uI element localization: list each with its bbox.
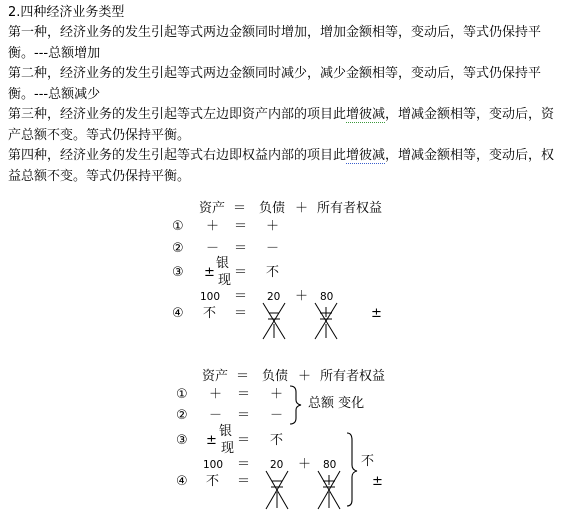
row-liab-sign: ＋ (266, 219, 280, 234)
amount-assets: 100 (200, 291, 221, 303)
row-right-sign: ± (372, 474, 383, 489)
row-assets-sign: ＋ (209, 387, 223, 402)
row-equals: ＝ (234, 219, 248, 234)
row-equals: ＝ (237, 474, 251, 489)
amount-equals: ＝ (237, 457, 251, 472)
amount-liabilities: 20 (270, 459, 284, 471)
cash-label: 现 (221, 441, 235, 456)
cash-label: 现 (218, 273, 232, 288)
bank-label: 银 (219, 424, 233, 439)
row-assets-sign: 不 (206, 474, 220, 489)
paragraph-text: 第一种，经济业务的发生引起等式两边金额同时增加，增加金额相等，变动后，等式仍保持平衡。---总额增加 (8, 25, 542, 61)
row-number: ① (176, 387, 188, 402)
row-assets-sign: － (209, 408, 223, 423)
paragraph-text: ，增减金额相等，变动后，权益总额不变。等式仍保持平衡。 (8, 148, 555, 184)
header-liabilities: 负债 (262, 369, 289, 384)
row-number: ④ (176, 474, 188, 489)
heading: 2.四种经济业务类型 (8, 5, 125, 20)
row-number: ② (176, 408, 188, 423)
row-assets-sign: ± (206, 433, 217, 448)
row-liab-sign: － (270, 408, 284, 423)
row-equals: ＝ (234, 306, 248, 321)
row-equals: ＝ (237, 387, 251, 402)
underlined-term: 增彼减 (346, 148, 386, 163)
amount-liabilities: 20 (267, 291, 281, 303)
row-equals: ＝ (237, 408, 251, 423)
amount-equity: 80 (320, 291, 334, 303)
row-number: ③ (176, 433, 188, 448)
underlined-term: 增彼减 (346, 107, 386, 122)
amount-equals: ＝ (234, 289, 248, 304)
brace-label-unchanged: 不 (361, 454, 375, 469)
amount-assets: 100 (203, 459, 224, 471)
row-assets-sign: ± (204, 265, 215, 280)
header-liabilities: 负债 (259, 201, 286, 216)
right-brace-rows-1-2 (290, 386, 301, 424)
row-assets-sign: － (206, 241, 220, 256)
row-equals: ＝ (237, 433, 251, 448)
row-number: ② (172, 241, 184, 256)
header-assets: 资产 (199, 201, 226, 216)
row-liab-sign: － (266, 241, 280, 256)
row-right-sign: ± (371, 306, 382, 321)
header-plus: ＋ (295, 201, 309, 216)
row-number: ① (172, 219, 184, 234)
row-assets-sign: 不 (203, 306, 217, 321)
bank-label: 银 (216, 256, 230, 271)
row-number: ④ (172, 306, 184, 321)
paragraph-text: 第三种，经济业务的发生引起等式左边即资产内部的项目此 (8, 107, 347, 122)
paragraph-text: 第四种，经济业务的发生引起等式右边即权益内部的项目此 (8, 148, 347, 163)
row-number: ③ (172, 265, 184, 280)
row-equals: ＝ (234, 241, 248, 256)
row-assets-sign: ＋ (206, 219, 220, 234)
brace-label-total-change: 总额 变化 (308, 396, 365, 411)
row-liab-sign: ＋ (270, 387, 284, 402)
header-plus: ＋ (298, 369, 312, 384)
paragraph-text: ，增减金额相等，变动后，资产总额不变。等式仍保持平衡。 (8, 107, 555, 143)
row-liab-sign: 不 (270, 433, 284, 448)
header-equals: ＝ (236, 369, 250, 384)
paragraph-text: 第二种，经济业务的发生引起等式两边金额同时减少，减少金额相等，变动后，等式仍保持平衡。---总额减少 (8, 66, 542, 102)
header-equity: 所有者权益 (317, 201, 383, 216)
row-liab-sign: 不 (266, 265, 280, 280)
right-brace-rows-3-4 (347, 433, 357, 506)
header-assets: 资产 (202, 369, 229, 384)
amount-plus: ＋ (298, 457, 312, 472)
header-equity: 所有者权益 (320, 369, 386, 384)
row-equals: ＝ (234, 265, 248, 280)
amount-plus: ＋ (295, 289, 309, 304)
amount-equity: 80 (323, 459, 337, 471)
header-equals: ＝ (233, 201, 247, 216)
